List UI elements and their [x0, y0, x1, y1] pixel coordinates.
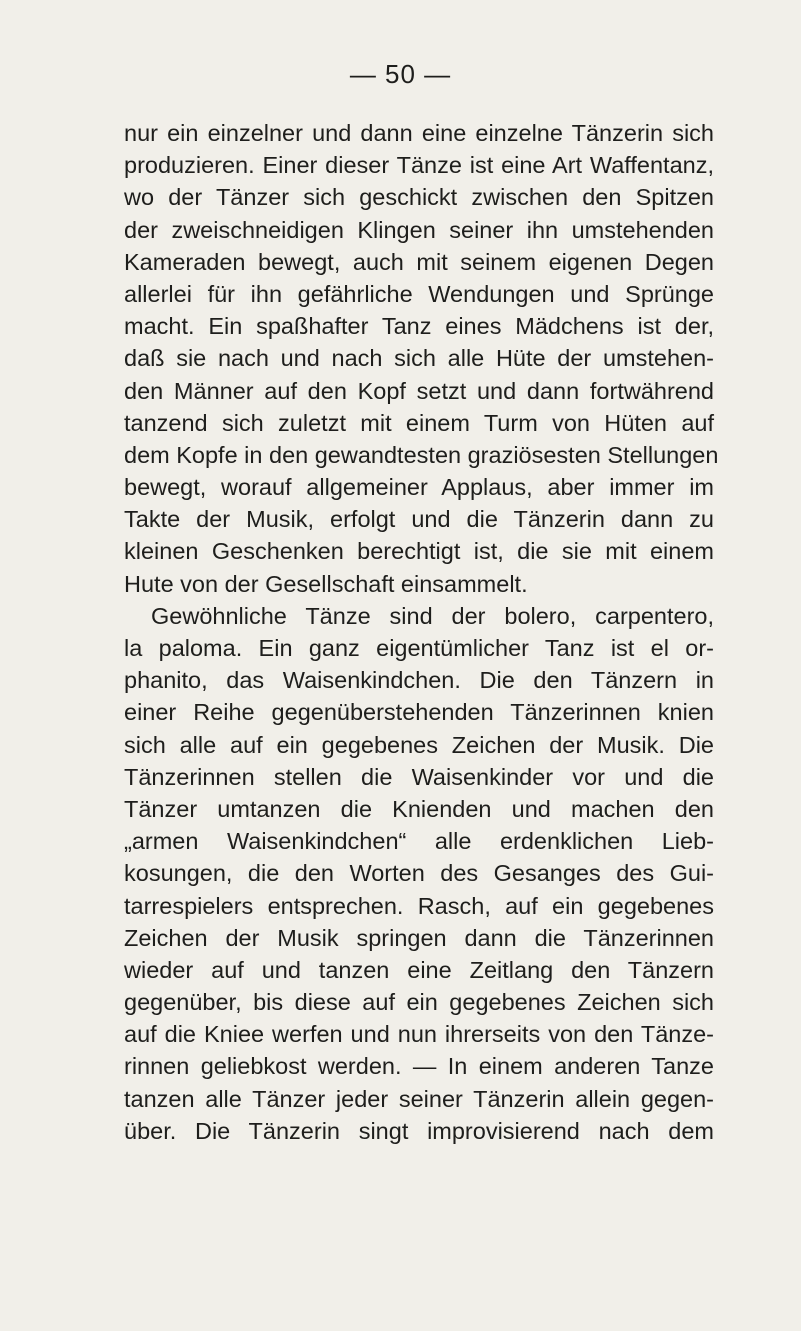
- text-line: der zweischneidigen Klingen seiner ihn umstehenden: [124, 216, 714, 243]
- text-line: kosungen, die den Worten des Gesanges des Gui-: [124, 860, 714, 887]
- text-line: la paloma. Ein ganz eigentümlicher Tanz ist el or-: [124, 635, 714, 661]
- text-line: produzieren. Einer dieser Tänze ist eine Art Waffentanz,: [124, 152, 714, 179]
- text-line: tanzend sich zuletzt mit einem Turm von Hüten auf: [124, 409, 714, 436]
- text-line: Zeichen der Musik springen dann die Tänzerinnen: [124, 924, 714, 951]
- text-line: sich alle auf ein gegebenes Zeichen der Musik. Die: [124, 731, 714, 758]
- text-line: den Männer auf den Kopf setzt und dann fortwährend: [124, 377, 714, 404]
- text-line: Kameraden bewegt, auch mit seinem eigenen Degen: [124, 248, 714, 275]
- text-line-paragraph-end: Hute von der Gesellschaft einsammelt.: [124, 570, 528, 597]
- text-line-paragraph-start: Gewöhnliche Tänze sind der bolero, carpentero,: [151, 602, 714, 629]
- text-line: tanzen alle Tänzer jeder seiner Tänzerin allein gegen-: [124, 1085, 714, 1112]
- text-line: allerlei für ihn gefährliche Wendungen und Sprünge: [124, 280, 714, 307]
- text-line: tarrespielers entsprechen. Rasch, auf ein gegebenes: [124, 892, 714, 919]
- text-line: „armen Waisenkindchen“ alle erdenklichen Lieb-: [124, 828, 714, 855]
- text-line: nur ein einzelner und dann eine einzelne Tänzerin sich: [124, 120, 714, 146]
- text-line: kleinen Geschenken berechtigt ist, die sie mit einem: [124, 538, 714, 565]
- text-line: dem Kopfe in den gewandtesten graziösesten Stellungen: [124, 441, 719, 468]
- text-line: macht. Ein spaßhafter Tanz eines Mädchens ist der,: [124, 313, 714, 340]
- text-line: über. Die Tänzerin singt improvisierend nach dem: [124, 1117, 714, 1144]
- text-line: Tänzer umtanzen die Knienden und machen den: [124, 795, 714, 822]
- text-line: einer Reihe gegenüberstehenden Tänzerinnen knien: [124, 699, 714, 726]
- text-line: rinnen geliebkost werden. — In einem anderen Tanze: [124, 1053, 714, 1080]
- page-number: — 50 —: [349, 59, 452, 89]
- text-line: Takte der Musik, erfolgt und die Tänzerin dann zu: [124, 506, 714, 533]
- text-line: wieder auf und tanzen eine Zeitlang den Tänzern: [124, 956, 714, 983]
- text-line: daß sie nach und nach sich alle Hüte der umstehen-: [124, 345, 714, 372]
- text-line: phanito, das Waisenkindchen. Die den Tänzern in: [124, 667, 714, 694]
- text-line: gegenüber, bis diese auf ein gegebenes Zeichen sich: [124, 989, 714, 1016]
- text-line: Tänzerinnen stellen die Waisenkinder vor und die: [124, 763, 714, 790]
- text-line: auf die Kniee werfen und nun ihrerseits von den Tänze-: [124, 1021, 714, 1048]
- text-line: bewegt, worauf allgemeiner Applaus, aber immer im: [124, 474, 714, 501]
- body-text: [124, 117, 719, 1147]
- text-line: wo der Tänzer sich geschickt zwischen den Spitzen: [124, 184, 714, 211]
